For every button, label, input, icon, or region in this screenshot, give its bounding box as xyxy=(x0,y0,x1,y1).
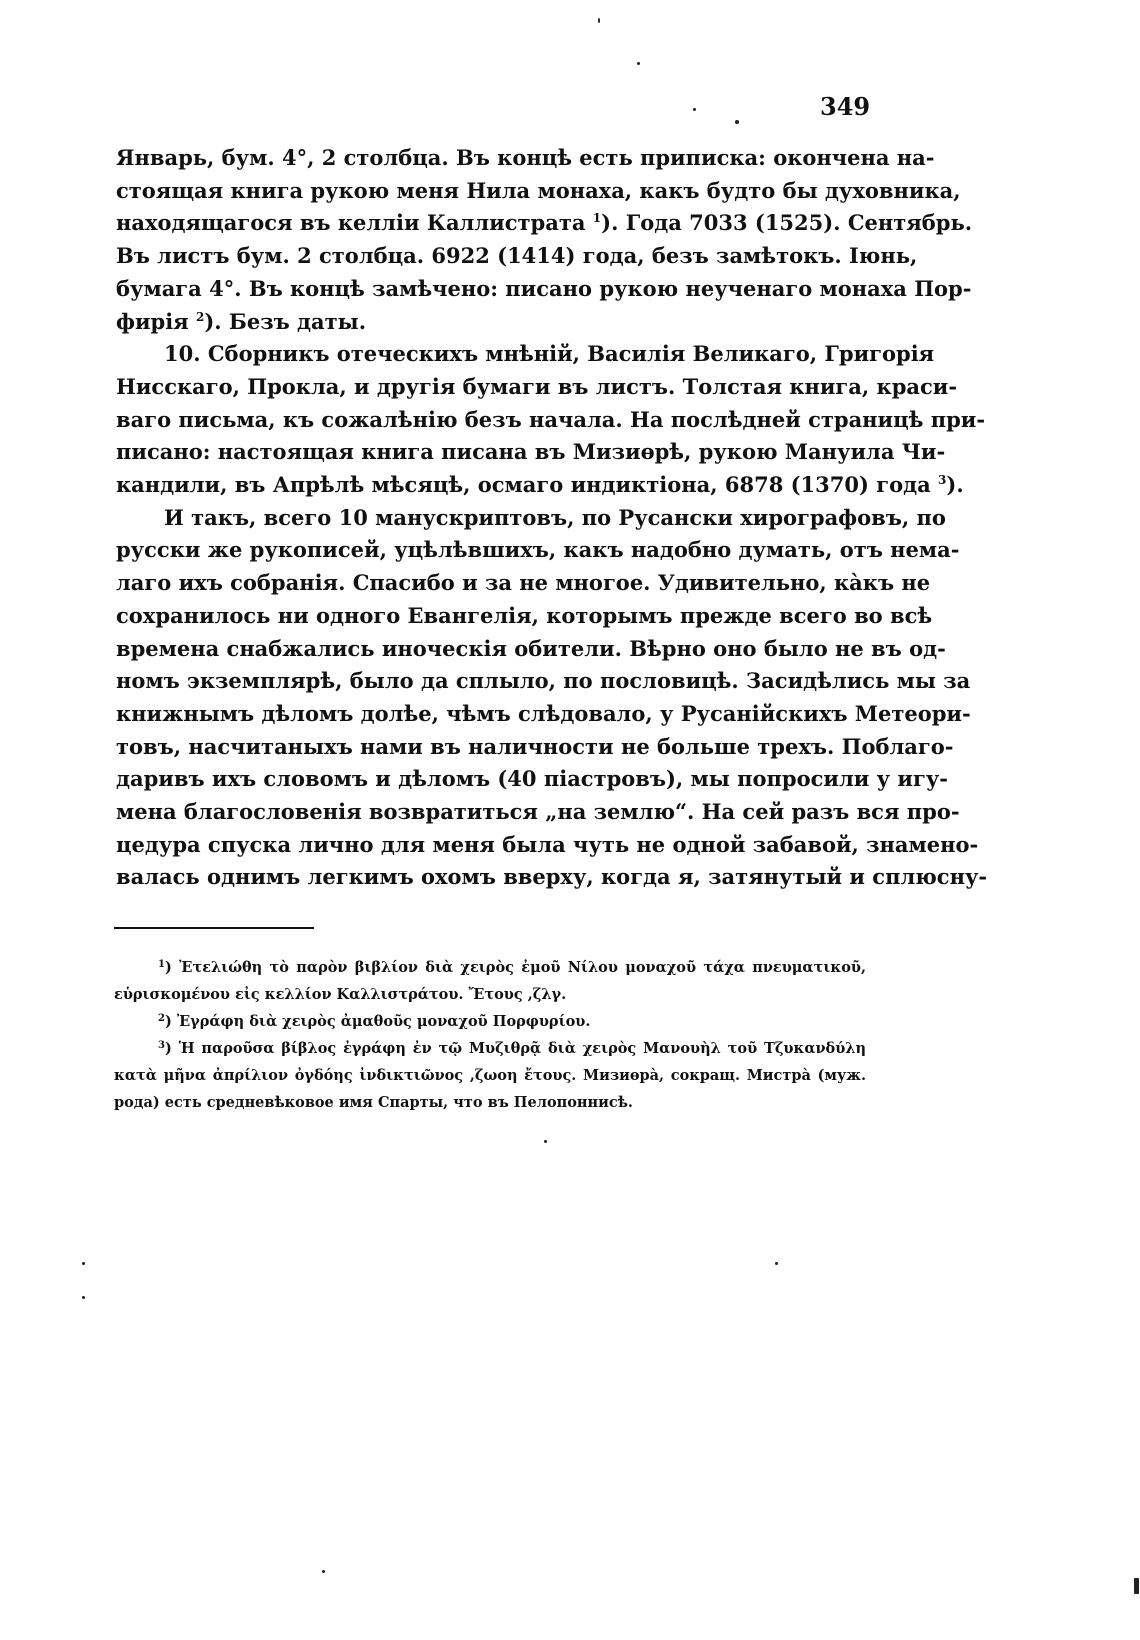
footnote-line xyxy=(114,1035,866,1062)
footnote-separator xyxy=(114,927,314,929)
text-line: времена снабжались иноческія обители. Вѣрно оно было не въ од- xyxy=(116,635,946,661)
text-line: даривъ ихъ словомъ и дѣломъ (40 піастровъ), мы попросили у игу- xyxy=(116,766,949,792)
scan-speck xyxy=(82,1262,85,1265)
text-fragment: кандили, въ Апрѣлѣ мѣсяцѣ, осмаго индиктіона, 6878 (1370) года xyxy=(116,472,931,498)
text-fragment: находящагося въ келліи Каллистрата xyxy=(116,210,586,236)
scan-speck xyxy=(1134,1578,1139,1594)
footnote-ref: 3 xyxy=(938,473,947,488)
footnote-number: 3 xyxy=(158,1040,165,1051)
text-line: лаго ихъ собранія. Спасибо и за не многое. Удивительно, кàкъ не xyxy=(116,570,931,596)
text-line: товъ, насчитаныхъ нами въ наличности не больше трехъ. Поблаго- xyxy=(116,733,954,759)
footnote-ref: 2 xyxy=(196,309,205,324)
text-line: И такъ, всего 10 манускриптовъ, по Русански хирографовъ, по xyxy=(164,504,946,530)
scan-speck xyxy=(637,62,640,65)
footnote-line xyxy=(114,1008,866,1035)
text-line: писано: настоящая книга писана въ Мизиөрѣ, рукою Мануила Чи- xyxy=(116,439,946,465)
footnote-line: εὑρισκομένου εἰς κελλίον Καλλιστράτου. Ἔτους ,ζλγ. xyxy=(114,986,567,1003)
footnote-number: 2 xyxy=(158,1013,165,1024)
text-line xyxy=(116,207,973,240)
scan-speck xyxy=(598,18,600,23)
scan-speck xyxy=(775,1262,778,1265)
footnote-number: 1 xyxy=(158,959,165,970)
text-fragment: фирія xyxy=(116,308,189,334)
text-fragment: ). Безъ даты. xyxy=(204,308,367,334)
text-fragment: ). Года 7033 (1525). Сентябрь. xyxy=(601,210,973,236)
text-line: 10. Сборникъ отеческихъ мнѣній, Василія Великаго, Григорія xyxy=(164,341,935,367)
scan-speck xyxy=(82,1296,85,1299)
text-line: книжнымъ дѣломъ долѣе, чѣмъ слѣдовало, у Русанійскихъ Метеори- xyxy=(116,700,971,726)
text-line: ваго письма, къ сожалѣнію безъ начала. На послѣдней страницѣ при- xyxy=(116,406,986,432)
text-line: Январь, бум. 4°, 2 столбца. Въ концѣ есть приписка: окончена на- xyxy=(116,145,935,170)
footnote-text: ) Ἡ παροῦσα βίβλος ἐγράφη ἐν τῷ Μυζιθρᾷ διὰ χειρὸς Μανουὴλ τοῦ Τζυκανδύλη xyxy=(164,1040,866,1057)
footnote-text: ) Ἐτελιώθη τὸ παρὸν βιβλίον διὰ χειρὸς ἐμοῦ Νίλου μοναχοῦ τάχα πνευματικοῦ, xyxy=(164,959,866,976)
scan-speck xyxy=(322,1570,325,1573)
text-line: бумага 4°. Въ концѣ замѣчено: писано рукою неученаго монаха Пор- xyxy=(116,275,972,301)
footnote-line: рода) есть средневѣковое имя Спарты, что въ Пелопоннисѣ. xyxy=(114,1094,633,1111)
text-line: номъ экземплярѣ, было да сплыло, по пословицѣ. Засидѣлись мы за xyxy=(116,668,971,694)
main-text xyxy=(116,142,988,894)
text-line xyxy=(116,306,866,339)
text-line: стоящая книга рукою меня Нила монаха, какъ будто бы духовника, xyxy=(116,177,961,203)
text-line: мена благословенія возвратиться „на землю“. На сей разъ вся про- xyxy=(116,799,960,825)
footnote-ref: 1 xyxy=(592,211,602,226)
text-line xyxy=(116,469,964,502)
footnote-line xyxy=(114,954,866,981)
footnote-line: κατὰ μῆνα ἀπρίλιον ὀγδόης ἰνδικτιῶνος ,ζωοη ἔτους. Мизиөрà, сокращ. Мистрà (муж. xyxy=(114,1067,866,1084)
text-line: Нисскаго, Прокла, и другія бумаги въ листъ. Толстая книга, краси- xyxy=(116,373,958,399)
footnotes xyxy=(114,954,866,1116)
scan-speck xyxy=(693,108,696,111)
text-fragment: ). xyxy=(946,472,964,498)
text-line: сохранилось ни одного Евангелія, которымъ прежде всего во всѣ xyxy=(116,602,933,628)
page-number: 349 xyxy=(820,92,871,121)
text-line: цедура спуска лично для меня была чуть не одной забавой, знамено- xyxy=(116,831,979,857)
scan-speck xyxy=(735,120,739,124)
footnote-text: ) Ἐγράφη διὰ χειρὸς ἀμαθοῦς μοναχοῦ Πορφυρίου. xyxy=(164,1013,591,1030)
text-line: русски же рукописей, уцѣлѣвшихъ, какъ надобно думать, отъ нема- xyxy=(116,537,960,563)
text-line: Въ листъ бум. 2 столбца. 6922 (1414) года, безъ замѣтокъ. Іюнь, xyxy=(116,243,918,269)
scan-speck xyxy=(544,1140,547,1143)
text-line: валась однимъ легкимъ охомъ вверху, когда я, затянутый и сплюсну- xyxy=(116,864,988,890)
